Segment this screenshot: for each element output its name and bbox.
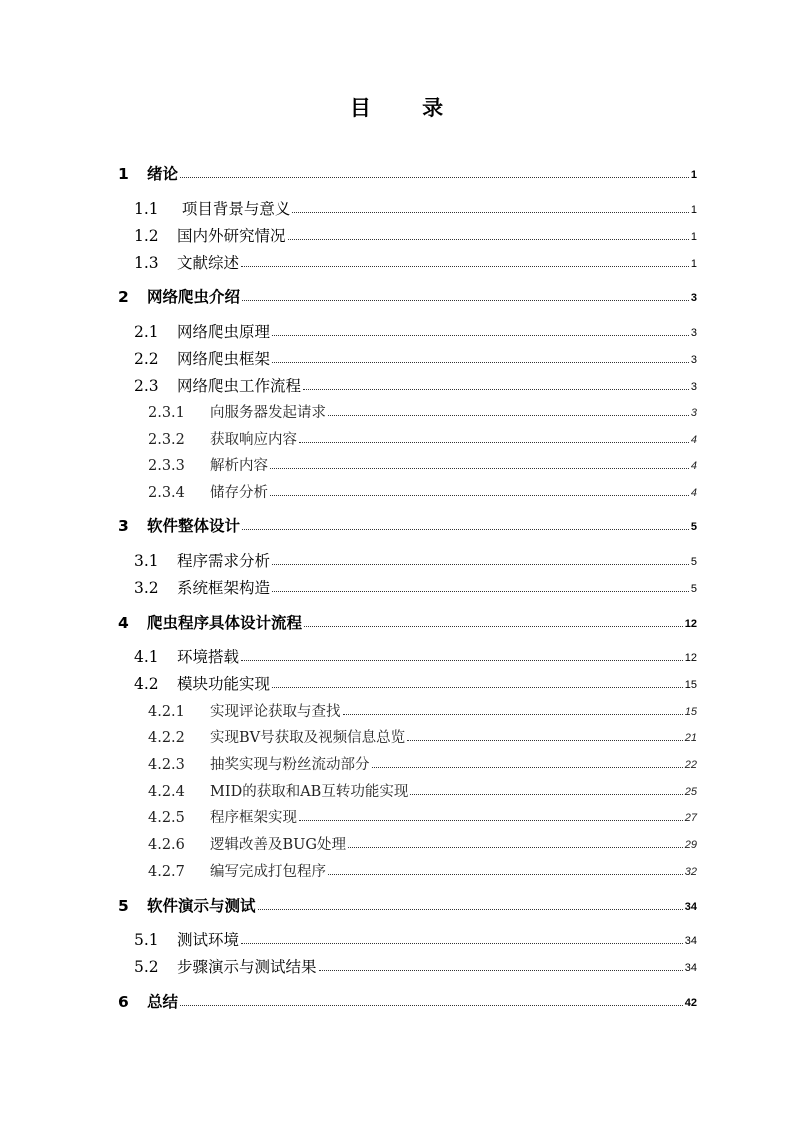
toc-entry-label <box>134 576 270 598</box>
dot-leader <box>242 529 689 530</box>
toc-entry[interactable] <box>148 750 697 774</box>
dot-leader <box>292 212 688 213</box>
toc-entry-page: 42 <box>684 997 697 1009</box>
dot-leader <box>328 874 683 875</box>
toc-entry-page: 4 <box>690 460 697 472</box>
toc-entry[interactable] <box>134 643 697 667</box>
toc-entry-label <box>148 428 297 449</box>
toc-entry-text: 总结 <box>147 993 179 1011</box>
toc-entry-page: 21 <box>684 732 697 744</box>
toc-entry-page: 3 <box>690 381 697 393</box>
toc-entry-label <box>118 894 256 916</box>
toc-entry-number: 4.2.3 <box>148 757 185 773</box>
toc-entry-label <box>118 990 178 1012</box>
toc-entry-page: 5 <box>690 583 697 595</box>
toc-entry[interactable] <box>118 609 697 633</box>
toc-entry-label <box>134 251 239 273</box>
dot-leader <box>270 495 689 496</box>
toc-entry-page: 29 <box>684 839 697 851</box>
dot-leader <box>241 660 683 661</box>
dot-leader <box>272 335 689 336</box>
toc-entry-label <box>134 320 270 342</box>
toc-entry[interactable] <box>148 398 697 422</box>
toc-entry[interactable] <box>134 926 697 950</box>
toc-entry-page: 25 <box>684 786 697 798</box>
toc-entry-page: 12 <box>684 618 697 630</box>
toc-entry-label <box>118 514 240 536</box>
toc-entry-number: 1.2 <box>134 227 159 245</box>
toc-entry-number: 4.2 <box>134 675 159 693</box>
toc-entry-number: 1.3 <box>134 254 159 272</box>
toc-entry-text: 测试环境 <box>177 931 240 949</box>
toc-entry-number: 4.1 <box>134 648 159 666</box>
toc-entry-label <box>148 833 346 854</box>
dot-leader <box>270 468 689 469</box>
toc-entry-text: 模块功能实现 <box>177 675 271 693</box>
toc-entry-text: 向服务器发起请求 <box>210 405 326 421</box>
dot-leader <box>180 177 689 178</box>
dot-leader <box>407 740 683 741</box>
toc-entry-text: 获取响应内容 <box>210 432 297 448</box>
toc-entry-page: 12 <box>684 652 697 664</box>
toc-entry-number: 5 <box>118 897 129 915</box>
toc-entry-text: 逻辑改善及BUG处理 <box>210 837 346 853</box>
toc-entry-page: 34 <box>684 935 697 947</box>
toc-entry-page: 32 <box>684 866 697 878</box>
dot-leader <box>241 266 689 267</box>
toc-entry-number: 3.1 <box>134 552 159 570</box>
toc-entry-number: 3.2 <box>134 579 159 597</box>
toc-entry-page: 4 <box>690 434 697 446</box>
dot-leader <box>304 626 683 627</box>
toc-entry-text: 网络爬虫介绍 <box>147 288 241 306</box>
toc-entry-label <box>134 645 239 667</box>
toc-entry[interactable] <box>134 670 697 694</box>
toc-entry-label <box>134 549 270 571</box>
toc-entry-text: 文献综述 <box>177 254 240 272</box>
dot-leader <box>258 909 683 910</box>
toc-entry-label <box>118 162 178 184</box>
toc-entry-label <box>148 753 370 774</box>
toc-entry[interactable] <box>148 777 697 801</box>
toc-entry-number: 5.2 <box>134 958 159 976</box>
toc-entry-label <box>134 955 317 977</box>
toc-entry-text: 实现BV号获取及视频信息总览 <box>210 730 406 746</box>
dot-leader <box>299 820 683 821</box>
toc-entry-page: 27 <box>684 812 697 824</box>
toc-entry-label <box>148 806 297 827</box>
toc-entry-page: 1 <box>690 258 697 270</box>
toc-entry[interactable] <box>118 988 697 1012</box>
toc-entry-text: 抽奖实现与粉丝流动部分 <box>210 757 370 773</box>
dot-leader <box>272 362 689 363</box>
toc-entry[interactable] <box>134 953 697 977</box>
toc-entry-number: 4.2.7 <box>148 864 185 880</box>
toc-entry-text: 软件演示与测试 <box>147 897 256 915</box>
toc-entry-text: 系统框架构造 <box>177 579 271 597</box>
dot-leader <box>299 442 689 443</box>
toc-entry[interactable] <box>134 574 697 598</box>
toc-entry-page: 3 <box>690 327 697 339</box>
toc-entry[interactable] <box>148 723 697 747</box>
toc-entry-label <box>134 347 270 369</box>
dot-leader <box>319 970 683 971</box>
toc-entry[interactable] <box>148 697 697 721</box>
toc-entry-number: 4.2.2 <box>148 730 185 746</box>
toc-entry-page: 3 <box>690 354 697 366</box>
toc-entry[interactable] <box>134 345 697 369</box>
toc-entry-page: 15 <box>684 706 697 718</box>
toc-entry-number: 2.3.4 <box>148 485 185 501</box>
toc-title: 目 录 <box>349 96 466 120</box>
toc-entry-text: 绪论 <box>147 165 179 183</box>
toc-entry-label <box>148 700 341 721</box>
toc-entry-number: 1.1 <box>134 200 159 218</box>
toc-entry-text: MID的获取和AB互转功能实现 <box>210 784 409 800</box>
dot-leader <box>241 943 683 944</box>
toc-entry-page: 3 <box>690 407 697 419</box>
toc-entry[interactable] <box>118 160 697 184</box>
toc-entry-number: 2.3 <box>134 377 159 395</box>
toc-entry-page: 34 <box>684 901 697 913</box>
toc-entry-number: 4.2.5 <box>148 810 185 826</box>
toc-entry-number: 4.2.1 <box>148 704 185 720</box>
toc-entry-number: 2.1 <box>134 323 159 341</box>
toc-entry-label <box>118 285 240 307</box>
toc-entry-label <box>134 928 239 950</box>
toc-entry[interactable] <box>118 892 697 916</box>
toc-entry-label <box>148 780 408 801</box>
toc-entry-page: 5 <box>690 556 697 568</box>
toc-entry-number: 2.3.2 <box>148 432 185 448</box>
toc-entry-label <box>148 401 326 422</box>
toc-entry-number: 6 <box>118 993 129 1011</box>
toc-entry-page: 34 <box>684 962 697 974</box>
toc-entry-label <box>148 726 405 747</box>
toc-entry-number: 2 <box>118 288 129 306</box>
toc-entry-text: 编写完成打包程序 <box>210 864 326 880</box>
toc-entry-label <box>118 611 302 633</box>
toc-entry[interactable] <box>134 195 697 219</box>
toc-entry[interactable] <box>134 372 697 396</box>
toc-entry-label <box>134 224 286 246</box>
toc-entry-text: 解析内容 <box>210 458 268 474</box>
toc-entry[interactable] <box>148 803 697 827</box>
toc-entry-page: 4 <box>690 487 697 499</box>
toc-entry[interactable] <box>134 318 697 342</box>
toc-entry-text: 环境搭载 <box>177 648 240 666</box>
toc-entry-number: 2.2 <box>134 350 159 368</box>
toc-entry-text: 程序需求分析 <box>177 552 271 570</box>
toc-entry[interactable] <box>134 547 697 571</box>
toc-entry-page: 22 <box>684 759 697 771</box>
toc-entry-label <box>148 454 268 475</box>
toc-entry[interactable] <box>148 857 697 881</box>
toc-entry-page: 15 <box>684 679 697 691</box>
dot-leader <box>272 687 683 688</box>
toc-entry-page: 1 <box>690 231 697 243</box>
toc-entry-number: 1 <box>118 165 129 183</box>
dot-leader <box>272 564 689 565</box>
toc-entry-number: 4.2.4 <box>148 784 185 800</box>
toc-entry-number: 3 <box>118 517 129 535</box>
toc-entry[interactable] <box>148 425 697 449</box>
toc-entry-text: 网络爬虫工作流程 <box>177 377 302 395</box>
toc-entry-label <box>134 672 270 694</box>
toc-entry-number: 4 <box>118 614 129 632</box>
dot-leader <box>328 415 689 416</box>
toc-entry-number: 4.2.6 <box>148 837 185 853</box>
toc-entry-page: 1 <box>690 204 697 216</box>
toc-entry[interactable] <box>118 512 697 536</box>
toc-entry[interactable] <box>148 451 697 475</box>
dot-leader <box>303 389 689 390</box>
toc-entry-number: 2.3.3 <box>148 458 185 474</box>
toc-entry-text: 网络爬虫框架 <box>177 350 271 368</box>
toc-entry-label <box>148 481 268 502</box>
toc-entry[interactable] <box>134 222 697 246</box>
toc-entry-label <box>134 197 290 219</box>
toc-entry-page: 1 <box>690 169 697 181</box>
toc-entry-text: 爬虫程序具体设计流程 <box>147 614 303 632</box>
toc-entry-page: 5 <box>690 521 697 533</box>
toc-entry-text: 网络爬虫原理 <box>177 323 271 341</box>
toc-entry-text: 软件整体设计 <box>147 517 241 535</box>
toc-entry-label <box>134 374 301 396</box>
toc-entry-text: 储存分析 <box>210 485 268 501</box>
dot-leader <box>410 794 682 795</box>
toc-entry-text: 项目背景与意义 <box>177 200 291 218</box>
toc-entry[interactable] <box>148 478 697 502</box>
dot-leader <box>348 847 683 848</box>
toc-entry-page: 3 <box>690 292 697 304</box>
toc-entry-text: 国内外研究情况 <box>177 227 286 245</box>
dot-leader <box>372 767 683 768</box>
toc-entry-text: 程序框架实现 <box>210 810 297 826</box>
toc-entry-number: 5.1 <box>134 931 159 949</box>
dot-leader <box>288 239 689 240</box>
toc-entry[interactable] <box>134 249 697 273</box>
toc-entry[interactable] <box>148 830 697 854</box>
dot-leader <box>242 300 689 301</box>
toc-entry-number: 2.3.1 <box>148 405 185 421</box>
toc-entry[interactable] <box>118 283 697 307</box>
toc-entry-text: 步骤演示与测试结果 <box>177 958 317 976</box>
toc-entry-text: 实现评论获取与查找 <box>210 704 341 720</box>
dot-leader <box>180 1005 683 1006</box>
dot-leader <box>272 591 689 592</box>
toc-entry-label <box>148 860 326 881</box>
dot-leader <box>343 714 683 715</box>
